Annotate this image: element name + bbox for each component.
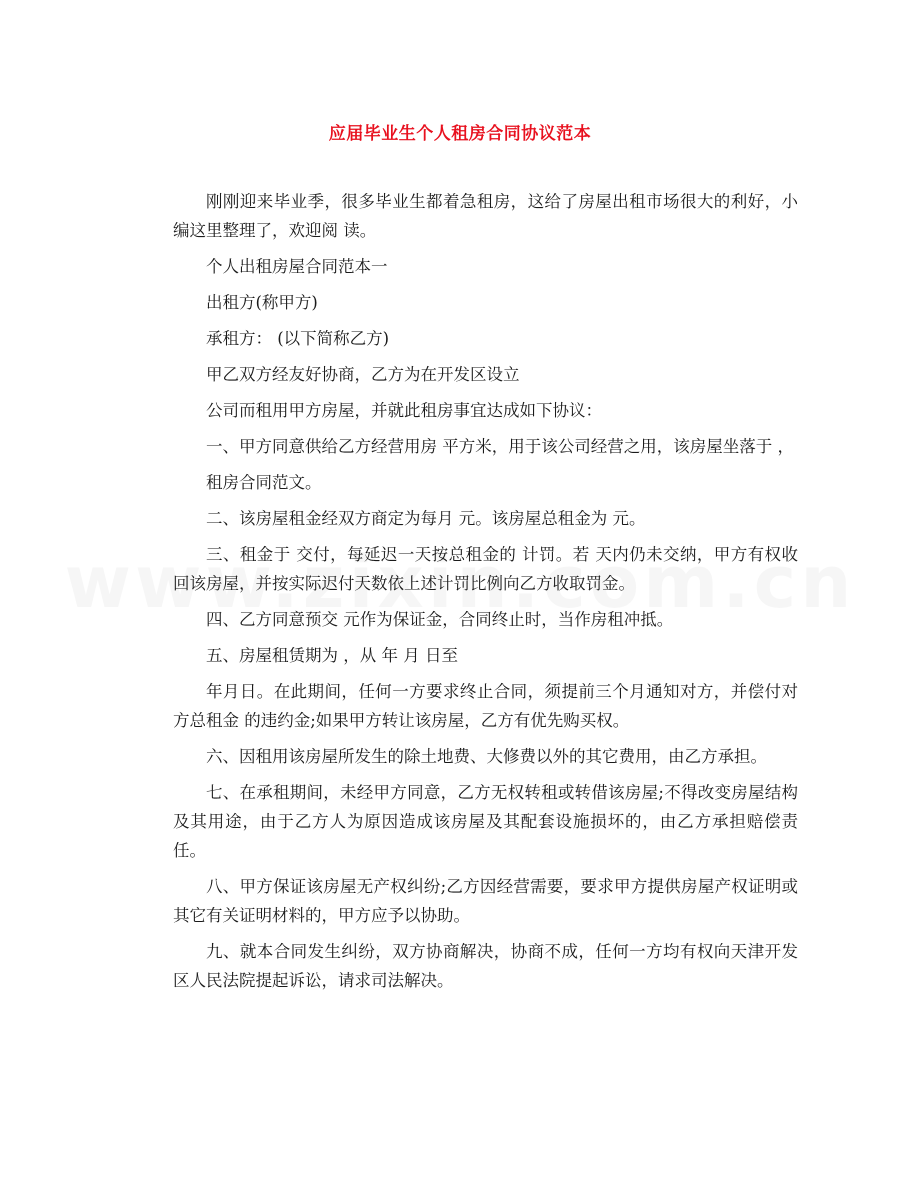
paragraph-clause-6: 六、因租用该房屋所发生的除土地费、大修费以外的其它费用，由乙方承担。 [206,747,767,766]
paragraph-negotiation: 甲乙双方经友好协商，乙方为在开发区设立 [206,365,520,384]
paragraph-clause-1: 一、甲方同意供给乙方经营用房 平方米，用于该公司经营之用，该房屋坐落于 ， [206,437,794,456]
paragraph-heading: 个人出租房屋合同范本一 [206,257,388,276]
paragraph-clause-9: 九、就本合同发生纠纷，双方协商解决，协商不成，任何一方均有权向天津开发区人民法院提起诉讼，请求司法解决。 [173,942,798,990]
paragraph-lessor: 出租方(称甲方) [206,293,318,312]
paragraph-clause-2: 二、该房屋租金经双方商定为每月 元。该房屋总租金为 元。 [206,509,646,528]
paragraph-clause-3: 三、租金于 交付，每延迟一天按总租金的 计罚。若 天内仍未交纳，甲方有权收回该房屋，并按实际迟付天数依上述计罚比例向乙方收取罚金。 [173,545,798,593]
paragraph-clause-7: 七、在承租期间，未经甲方同意，乙方无权转租或转借该房屋;不得改变房屋结构及其用途，由于乙方人为原因造成该房屋及其配套设施损坏的，由乙方承担赔偿责任。 [173,783,798,860]
paragraph-clause-5: 五、房屋租赁期为 ，从 年 月 日至 [206,646,458,665]
document-body [173,187,798,1002]
document-title: 应届毕业生个人租房合同协议范本 [328,124,592,144]
paragraph-intro: 刚刚迎来毕业季，很多毕业生都着急租房，这给了房屋出租市场很大的利好，小编这里整理了，欢迎阅 读。 [173,192,798,240]
paragraph-contract-text: 租房合同范文。 [206,473,322,492]
paragraph-clause-4: 四、乙方同意预交 元作为保证金，合同终止时，当作房租冲抵。 [206,610,674,629]
paragraph-lessee: 承租方： (以下简称乙方) [206,329,390,348]
paragraph-clause-8: 八、甲方保证该房屋无产权纠纷;乙方因经营需要，要求甲方提供房屋产权证明或其它有关证明材料的，甲方应予以协助。 [173,877,798,925]
paragraph-clause-5-cont: 年月日。在此期间，任何一方要求终止合同，须提前三个月通知对方，并偿付对方总租金 的违约金;如果甲方转让该房屋，乙方有优先购买权。 [173,682,798,730]
paragraph-agreement: 公司而租用甲方房屋，并就此租房事宜达成如下协议： [206,401,602,420]
